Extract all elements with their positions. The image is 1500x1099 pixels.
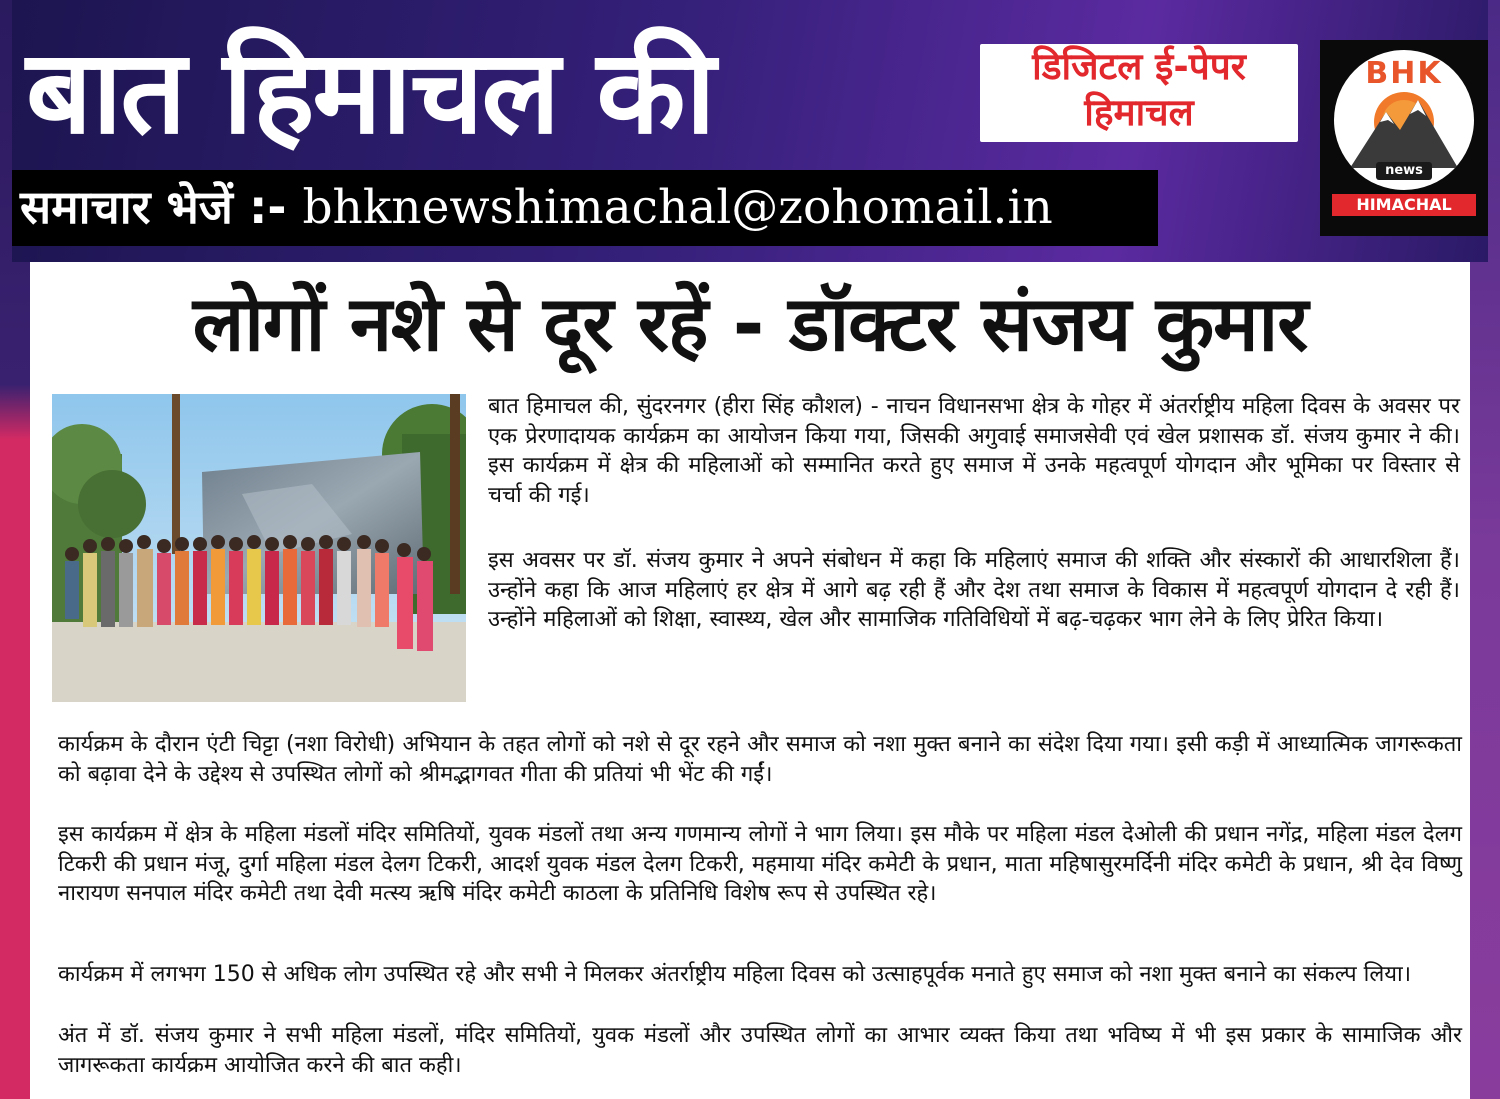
bhk-logo [1320, 40, 1488, 236]
masthead-title: बात हिमाचल की [26, 25, 714, 160]
logo-news-badge: news [1376, 162, 1432, 180]
article-headline: लोगों नशे से दूर रहें - डॉक्टर संजय कुमार [192, 279, 1308, 368]
digital-epaper-box [980, 44, 1298, 142]
epaper-label-line2: हिमाचल [1084, 91, 1194, 134]
logo-region-banner: HIMACHAL [1332, 194, 1476, 216]
article-paragraph-4: इस कार्यक्रम में क्षेत्र के महिला मंडलों मंदिर समितियों, युवक मंडलों तथा अन्य गणमान्य लोगों ने भाग लिया। इस मौके पर महिला मंडल देओली की प्रधान नगेंद्र, महिला मंडल देलग टिकरी की प्रधान मंजू, दुर्गा महिला मंडल देलग टिकरी, आदर्श युवक मंडल देलग टिकरी, महमाया मंदिर कमेटी के प्रधान, माता महिषासुरमर्दिनी मंदिर कमेटी के प्रधान, श्री देव विष्णु नारायण सनपाल मंदिर कमेटी तथा देवी मत्स्य ऋषि मंदिर कमेटी काठला के प्रतिनिधि विशेष रूप से उपस्थित रहे। [58, 822, 1462, 906]
article-paragraph-6: अंत में डॉ. संजय कुमार ने सभी महिला मंडलों, मंदिर समितियों, युवक मंडलों और उपस्थित लोगों का आभार व्यक्त किया तथा भविष्य में भी इस प्रकार के सामाजिक और जागरूकता कार्यक्रम आयोजित करने की बात कही। [58, 1023, 1462, 1078]
logo-emblem [1334, 50, 1474, 190]
logo-text: BHK [1365, 56, 1443, 91]
article-paragraph-3: कार्यक्रम के दौरान एंटी चिट्टा (नशा विरोधी) अभियान के तहत लोगों को नशे से दूर रहने और समाज को नशा मुक्त बनाने का संदेश दिया गया। इसी कड़ी में आध्यात्मिक जागरूकता को बढ़ावा देने के उद्देश्य से उपस्थित लोगों को श्रीमद्भागवत गीता की प्रतियां भी भेंट की गईं। [58, 732, 1462, 787]
contact-email[interactable]: bhknewshimachal@zohomail.in [302, 180, 1053, 235]
masthead [12, 0, 1488, 262]
headline-block [30, 262, 1470, 386]
article-paragraph-1: बात हिमाचल की, सुंदरनगर (हीरा सिंह कौशल) - नाचन विधानसभा क्षेत्र के गोहर में अंतर्राष्ट्रीय महिला दिवस के अवसर पर एक प्रेरणादायक कार्यक्रम का आयोजन किया गया, जिसकी अगुवाई समाजसेवी एवं खेल प्रशासक डॉ. संजय कुमार ने की। इस कार्यक्रम में क्षेत्र की महिलाओं को सम्मानित करते हुए समाज में उनके महत्वपूर्ण योगदान और भूमिका पर विस्तार से चर्चा की गई। [488, 394, 1460, 508]
article-paragraph-2: इस अवसर पर डॉ. संजय कुमार ने अपने संबोधन में कहा कि महिलाएं समाज की शक्ति और संस्कारों की आधारशिला हैं। उन्होंने कहा कि आज महिलाएं हर क्षेत्र में आगे बढ़ रही हैं और देश तथा समाज के विकास में महत्वपूर्ण योगदान दे रही हैं। उन्होंने महिलाओं को शिक्षा, स्वास्थ्य, खेल और सामाजिक गतिविधियों में बढ़-चढ़कर भाग लेने के लिए प्रेरित किया। [488, 548, 1460, 632]
epaper-label-line1: डिजिटल ई-पेपर [1032, 45, 1246, 88]
contact-strip [12, 170, 1158, 246]
article-paragraph-5: कार्यक्रम में लगभग 150 से अधिक लोग उपस्थित रहे और सभी ने मिलकर अंतर्राष्ट्रीय महिला दिवस को उत्साहपूर्वक मनाते हुए समाज को नशा मुक्त बनाने का संकल्प लिया। [58, 962, 1412, 987]
group-photo-illustration [52, 394, 466, 702]
contact-line [20, 176, 1053, 239]
contact-label: समाचार भेजें :- [20, 180, 303, 234]
article-photo [52, 394, 466, 702]
